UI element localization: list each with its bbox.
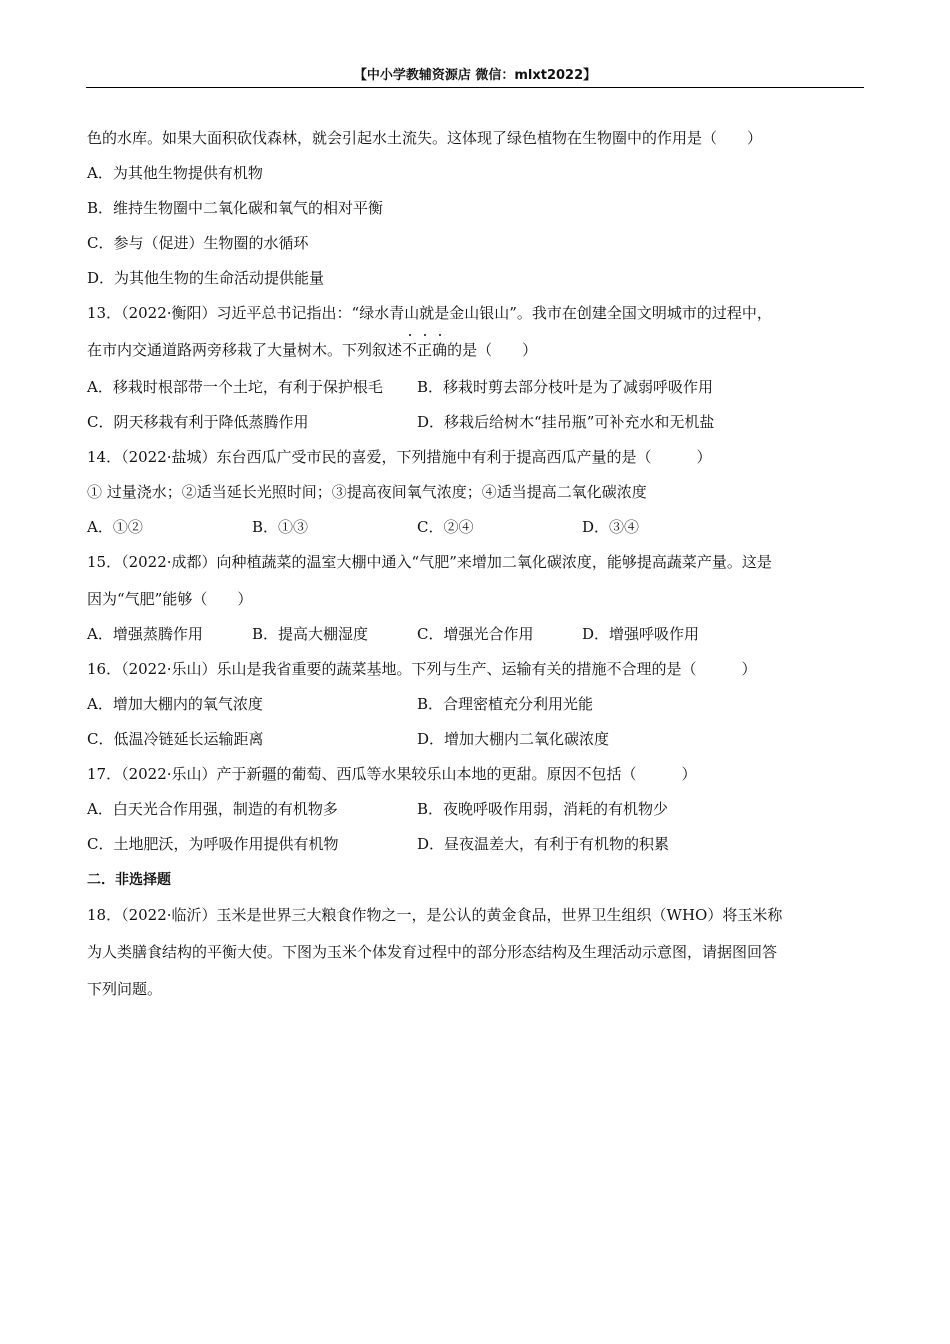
q18-stem-line1: 18．（2022·临沂）玉米是世界三大粮食作物之一，是公认的黄金食品，世界卫生组织（WHO）将玉米称 — [87, 906, 783, 924]
q12-option-b: B．维持生物圈中二氧化碳和氧气的相对平衡 — [87, 199, 384, 217]
q15-options-row — [87, 621, 863, 647]
q13-stem-post: 的是（ ） — [447, 341, 538, 359]
q15-stem-line2: 因为“气肥”能够（ ） — [87, 590, 253, 608]
q16-option-c: C．低温冷链延长运输距离 — [87, 730, 264, 748]
q13-emph-char-3: 确 — [432, 337, 447, 363]
q12-option-c: C．参与（促进）生物圈的水循环 — [87, 234, 309, 252]
q17-option-a: A．白天光合作用强，制造的有机物多 — [87, 800, 338, 818]
page-header: 【中小学教辅资源店 微信：mlxt2022】 — [353, 68, 597, 83]
q13-options-row1 — [87, 374, 863, 400]
q17-option-c: C．土地肥沃，为呼吸作用提供有机物 — [87, 835, 339, 853]
q14-items: ① 过量浇水；②适当延长光照时间；③提高夜间氧气浓度；④适当提高二氧化碳浓度 — [87, 483, 647, 501]
q15-stem-line1: 15．（2022·成都）向种植蔬菜的温室大棚中通入“气肥”来增加二氧化碳浓度，能够提高蔬菜产量。这是 — [87, 553, 772, 571]
q16-options-row1 — [87, 691, 863, 717]
q16-stem: 16．（2022·乐山）乐山是我省重要的蔬菜基地。下列与生产、运输有关的措施不合理的是（ ） — [87, 660, 757, 678]
q15-option-c: C．增强光合作用 — [417, 625, 534, 643]
q13-options-row2 — [87, 409, 863, 435]
q17-options-row2 — [87, 831, 863, 857]
q13-option-c: C．阴天移栽有利于降低蒸腾作用 — [87, 413, 309, 431]
q16-options-row2 — [87, 726, 863, 752]
q13-stem-line1: 13．（2022·衡阳）习近平总书记指出：“绿水青山就是金山银山”。我市在创建全国文明城市的过程中， — [87, 304, 772, 322]
q15-option-a: A．增强蒸腾作用 — [87, 625, 203, 643]
q13-stem-line2 — [87, 337, 537, 363]
q13-emph-char-1: 不 — [402, 337, 417, 363]
q16-option-a: A．增加大棚内的氧气浓度 — [87, 695, 263, 713]
q16-option-d: D．增加大棚内二氧化碳浓度 — [417, 730, 610, 748]
q13-option-b: B．移栽时剪去部分枝叶是为了减弱呼吸作用 — [417, 378, 714, 396]
q12-option-a: A．为其他生物提供有机物 — [87, 164, 263, 182]
q17-stem: 17．（2022·乐山）产于新疆的葡萄、西瓜等水果较乐山本地的更甜。原因不包括（ ） — [87, 765, 697, 783]
q14-options-row — [87, 514, 863, 540]
q14-option-a: A．①② — [87, 518, 143, 536]
q14-option-b: B．①③ — [252, 518, 309, 536]
header-divider — [86, 87, 864, 88]
q16-option-b: B．合理密植充分利用光能 — [417, 695, 594, 713]
q14-stem: 14．（2022·盐城）东台西瓜广受市民的喜爱，下列措施中有利于提高西瓜产量的是（ ） — [87, 448, 712, 466]
q13-emph-char-2: 正 — [417, 337, 432, 363]
q17-option-b: B．夜晚呼吸作用弱，消耗的有机物少 — [417, 800, 669, 818]
q13-option-a: A．移栽时根部带一个土坨，有利于保护根毛 — [87, 378, 383, 396]
q17-options-row1 — [87, 796, 863, 822]
q18-stem-line3: 下列问题。 — [87, 980, 163, 998]
q14-option-d: D．③④ — [582, 518, 640, 536]
q13-stem-pre: 在市内交通道路两旁移栽了大量树木。下列叙述 — [87, 341, 403, 359]
q17-option-d: D．昼夜温差大，有利于有机物的积累 — [417, 835, 670, 853]
section-title: 二．非选择题 — [87, 872, 171, 888]
q12-stem: 色的水库。如果大面积砍伐森林，就会引起水土流失。这体现了绿色植物在生物圈中的作用是（ ） — [87, 129, 763, 147]
q15-option-b: B．提高大棚湿度 — [252, 625, 369, 643]
q12-option-d: D．为其他生物的生命活动提供能量 — [87, 269, 325, 287]
q14-option-c: C．②④ — [417, 518, 474, 536]
q13-option-d: D．移栽后给树木“挂吊瓶”可补充水和无机盐 — [417, 413, 715, 431]
q15-option-d: D．增强呼吸作用 — [582, 625, 700, 643]
q18-stem-line2: 为人类膳食结构的平衡大使。下图为玉米个体发育过程中的部分形态结构及生理活动示意图，请据图回答 — [87, 943, 778, 961]
